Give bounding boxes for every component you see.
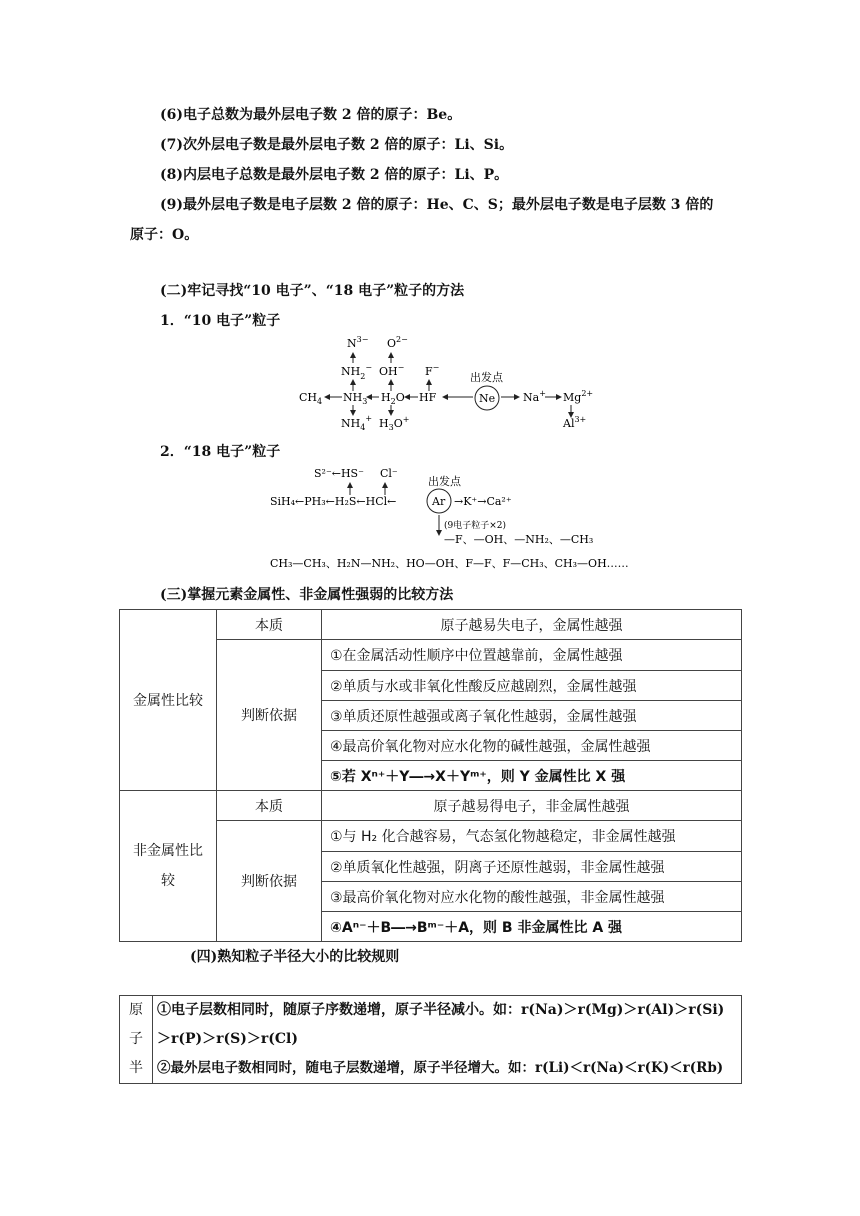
nonmetal-essence-label: 本质 [217,791,322,821]
metal-essence-label: 本质 [217,610,322,640]
metal-criterion-5: ⑤若 Xⁿ⁺＋Y―→X＋Yᵐ⁺，则 Y 金属性比 X 强 [322,761,742,791]
metal-criterion-4: ④最高价氧化物对应水化物的碱性越强，金属性越强 [322,731,742,761]
oh-label: OH− [379,363,405,378]
metal-essence: 原子越易失电子，金属性越强 [322,610,742,640]
radius-table [119,995,742,1084]
nonmetal-criterion-3: ③最高价氧化物对应水化物的酸性越强，非金属性越强 [322,882,742,912]
eighteen-electron-diagram [268,463,638,573]
rule-7: (7)次外层电子数是最外层电子数 2 倍的原子：Li、Si。 [160,137,514,153]
nine-electron-note: (9电子粒子×2) [444,521,507,531]
rule-9-line2: 原子：O。 [130,227,199,243]
section-4-heading: (四)熟知粒子半径大小的比较规则 [190,949,400,965]
metal-basis-label: 判断依据 [217,640,322,791]
hf-label: HF [419,391,437,404]
radius-header: 原 子 半 [120,996,153,1084]
start-label: 出发点 [470,371,503,384]
nonmetal-basis-label: 判断依据 [217,821,322,942]
metal-criterion-2: ②单质与水或非氧化性酸反应越剧烈，金属性越强 [322,671,742,701]
radicals-label: —F、—OH、—NH₂、—CH₃ [444,533,594,546]
k-ca-label: →K⁺→Ca²⁺ [454,495,512,508]
section-2-heading: (二)牢记寻找“10 电子”、“18 电子”粒子的方法 [160,283,465,299]
s2-hs-label: S²⁻←HS⁻ [314,467,364,480]
nonmetal-criterion-2: ②单质氧化性越强，阴离子还原性越弱，非金属性越强 [322,852,742,882]
radius-rule-1a: ①电子层数相同时，随原子序数递增，原子半径减小。如：r(Na)＞r(Mg)＞r(Al)＞r(Si) [157,1002,725,1018]
f-label: F− [425,363,440,378]
rule-6: (6)电子总数为最外层电子数 2 倍的原子：Be。 [160,107,462,123]
nonmetal-header: 非金属性比 较 [120,791,217,942]
ch4-label: $CH_4$ [299,391,323,406]
ne-label: Ne [479,392,496,405]
nh3-label: $NH_3$ [343,391,368,406]
radius-rule-1b: ＞r(P)＞r(S)＞r(Cl) [157,1031,298,1047]
rule-9-line1: (9)最外层电子数是电子层数 2 倍的原子：He、C、S；最外层电子数是电子层数 3 倍的 [160,197,714,213]
mg-label: $Mg^{2+}$ [563,389,594,404]
metal-criterion-1: ①在金属活动性顺序中位置越靠前，金属性越强 [322,640,742,671]
na-label: Na+ [523,389,546,404]
o2-label: $O^{2-}$ [387,335,408,350]
nh4-label: $NH_4^+$ [341,414,373,432]
ten-electron-diagram [295,333,605,433]
eighteen-electron-heading: 2．“18 电子”粒子 [160,444,281,460]
h2o-label: $H_2O$ [381,391,405,406]
ar-label: Ar [432,495,446,508]
metal-header: 金属性比较 [120,610,217,791]
radius-rule-2: ②最外层电子数相同时，随电子层数递增，原子半径增大。如：r(Li)＜r(Na)＜r(K)＜r(Rb) [157,1060,724,1076]
metallicity-table [119,609,742,942]
ten-electron-heading: 1．“10 电子”粒子 [160,313,281,329]
section-3-heading: (三)掌握元素金属性、非金属性强弱的比较方法 [160,587,454,603]
nh2-label: $NH_2^-$ [341,363,373,381]
combined-molecules: CH₃—CH₃、H₂N—NH₂、HO—OH、F—F、F—CH₃、CH₃—OH…… [270,557,629,570]
nonmetal-criterion-1: ①与 H₂ 化合越容易，气态氢化物越稳定，非金属性越强 [322,821,742,852]
nonmetal-essence: 原子越易得电子，非金属性越强 [322,791,742,821]
rule-8: (8)内层电子总数是最外层电子数 2 倍的原子：Li、P。 [160,167,509,183]
metal-criterion-3: ③单质还原性越强或离子氧化性越弱，金属性越强 [322,701,742,731]
nonmetal-criterion-4: ④Aⁿ⁻＋B―→Bᵐ⁻＋A，则 B 非金属性比 A 强 [322,912,742,942]
start-label-18: 出发点 [428,475,461,488]
n3-label: $N^{3-}$ [347,335,369,350]
hydride-chain: SiH₄←PH₃←H₂S←HCl← [270,495,397,508]
cl-label: Cl⁻ [380,467,398,480]
al-label: $Al^{3+}$ [563,415,587,430]
h3o-label: $H_3O^+$ [379,415,410,432]
